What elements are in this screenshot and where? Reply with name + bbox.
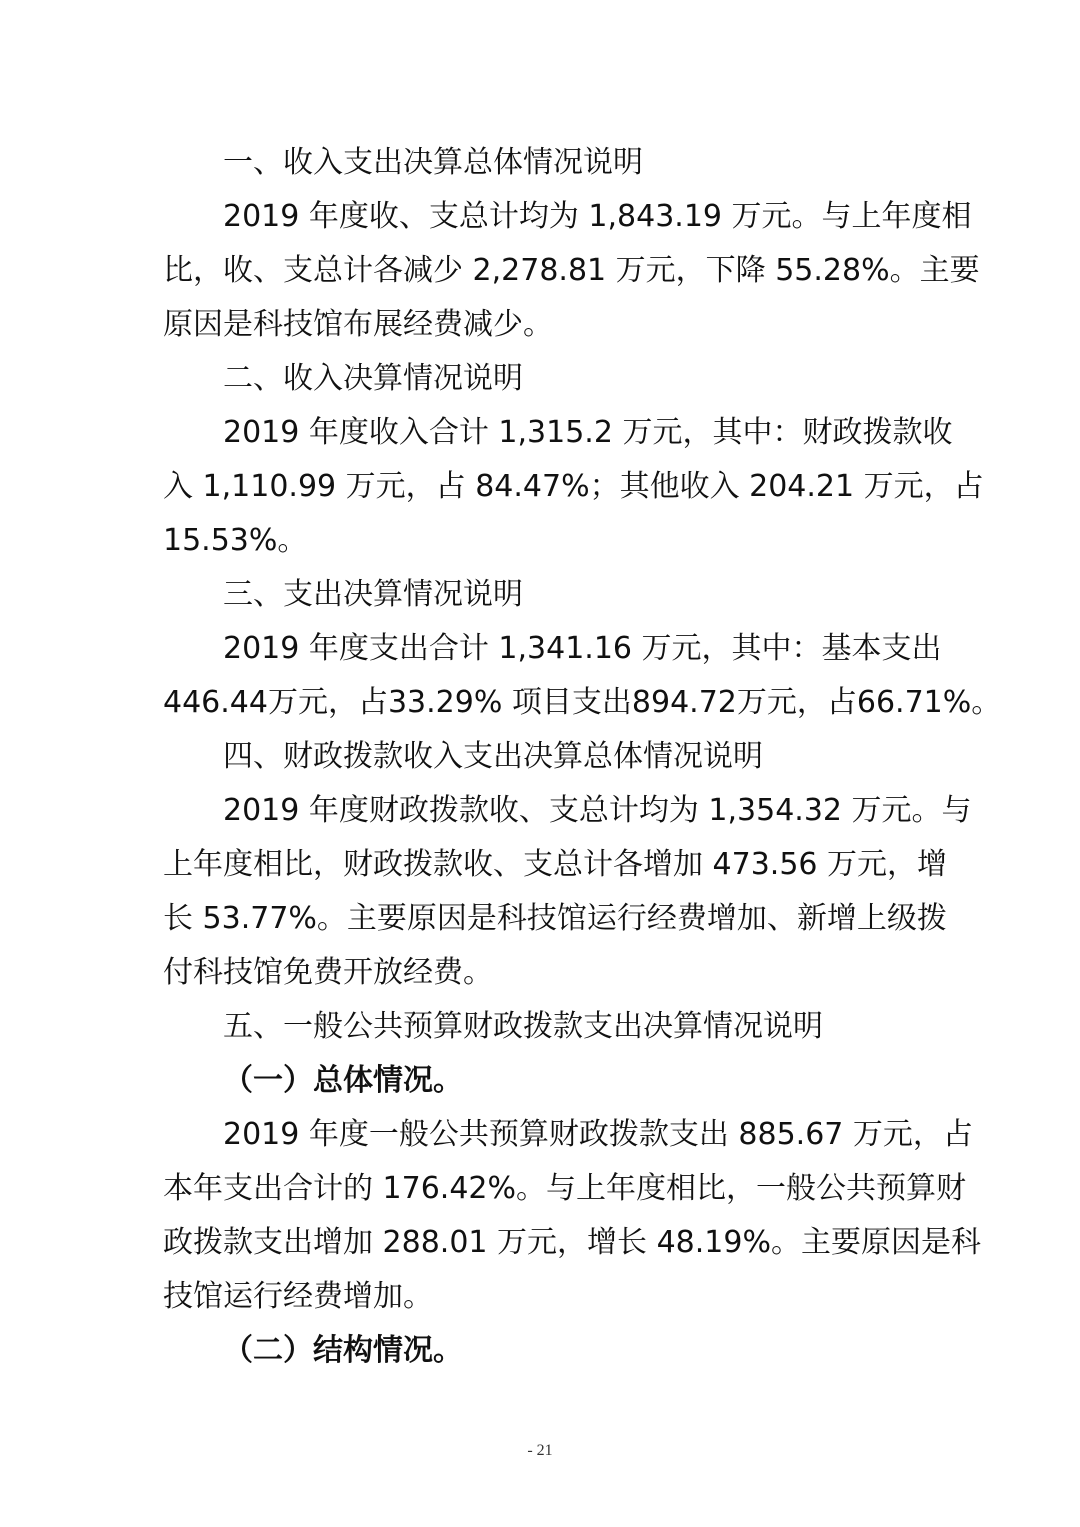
paragraph-line: 政拨款支出增加 288.01 万元，增长 48.19%。主要原因是科 [163, 1225, 981, 1260]
paragraph-line: 本年支出合计的 176.42%。与上年度相比，一般公共预算财 [163, 1171, 967, 1206]
page-number: - 21 [527, 1442, 553, 1459]
subsection-heading-overall: （一）总体情况。 [223, 1063, 463, 1098]
paragraph-line: 2019 年度财政拨款收、支总计均为 1,354.32 万元。与 [223, 793, 972, 828]
paragraph-3 [163, 622, 1002, 730]
paragraph-line: 技馆运行经费增加。 [163, 1279, 433, 1314]
paragraph-1 [163, 190, 980, 352]
paragraph-line: 2019 年度收、支总计均为 1,843.19 万元。与上年度相 [223, 199, 972, 234]
section-heading-1: 一、收入支出决算总体情况说明 [223, 145, 643, 180]
paragraph-line: 2019 年度一般公共预算财政拨款支出 885.67 万元，占 [223, 1117, 973, 1152]
paragraph-2 [163, 406, 984, 568]
paragraph-line: 446.44万元，占33.29% 项目支出894.72万元，占66.71%。 [163, 685, 1002, 720]
paragraph-line: 付科技馆免费开放经费。 [163, 955, 493, 990]
paragraph-line: 2019 年度支出合计 1,341.16 万元，其中：基本支出 [223, 631, 942, 666]
paragraph-4 [163, 784, 972, 1000]
section-heading-4: 四、财政拨款收入支出决算总体情况说明 [223, 739, 763, 774]
subsection-heading-structure: （二）结构情况。 [223, 1333, 463, 1368]
paragraph-5 [163, 1108, 981, 1324]
paragraph-line: 上年度相比，财政拨款收、支总计各增加 473.56 万元，增 [163, 847, 948, 882]
section-heading-5: 五、一般公共预算财政拨款支出决算情况说明 [223, 1009, 823, 1044]
paragraph-line: 比，收、支总计各减少 2,278.81 万元，下降 55.28%。主要 [163, 253, 980, 288]
document-body [163, 136, 1002, 1378]
section-heading-2: 二、收入决算情况说明 [223, 361, 523, 396]
paragraph-line: 长 53.77%。主要原因是科技馆运行经费增加、新增上级拨 [163, 901, 947, 936]
paragraph-line: 2019 年度收入合计 1,315.2 万元，其中：财政拨款收 [223, 415, 953, 450]
paragraph-line: 原因是科技馆布展经费减少。 [163, 307, 553, 342]
paragraph-line: 入 1,110.99 万元，占 84.47%；其他收入 204.21 万元，占 [163, 469, 984, 504]
section-heading-3: 三、支出决算情况说明 [223, 577, 523, 612]
paragraph-line: 15.53%。 [163, 523, 308, 558]
